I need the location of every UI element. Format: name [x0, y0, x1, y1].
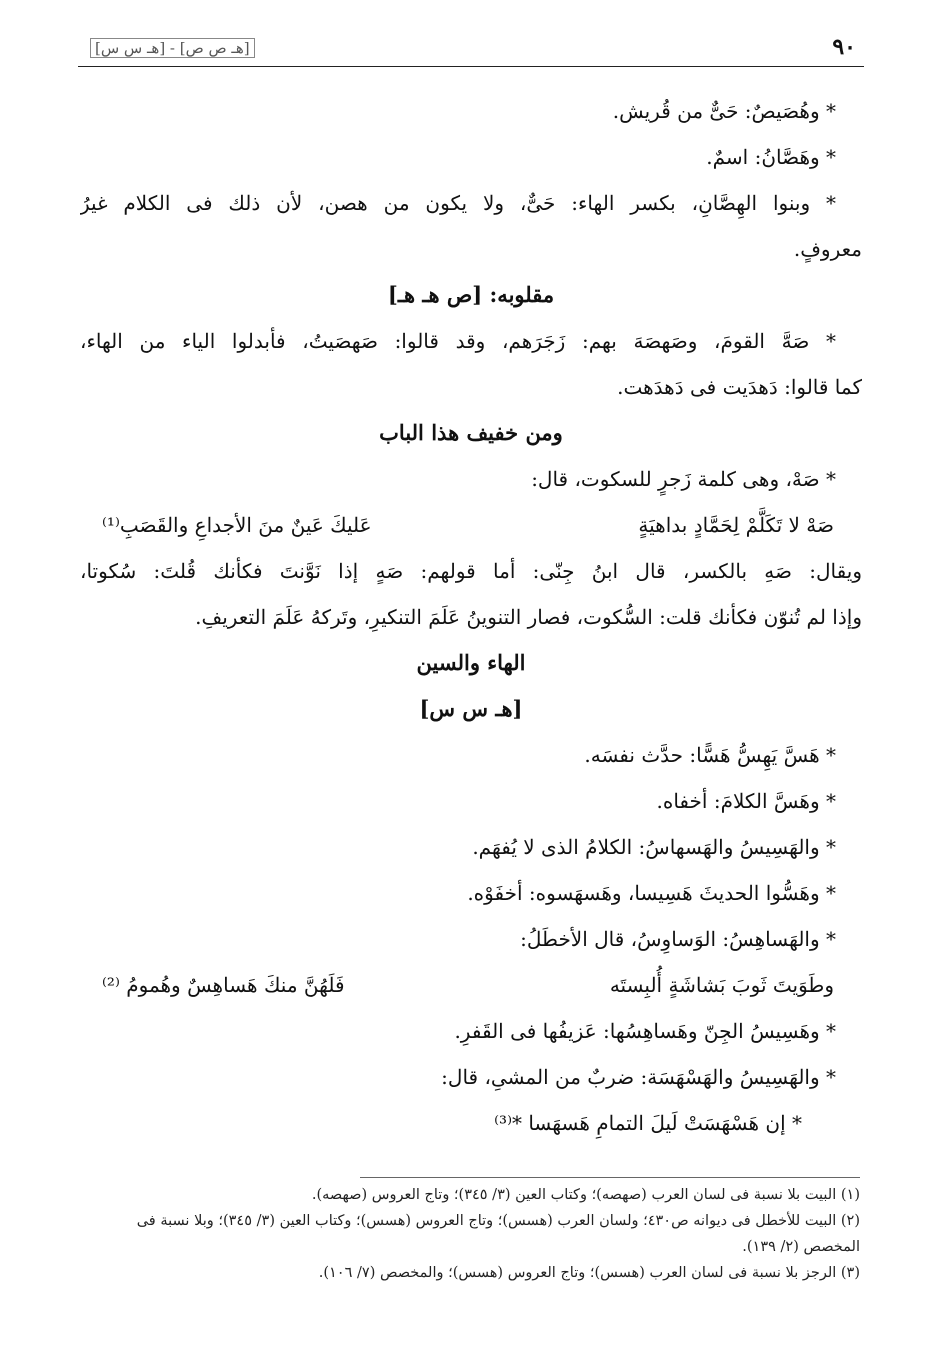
text-line: * والهَسِيسُ والهَسْهَسَة: ضربٌ من المشىِ، قال:: [441, 1065, 836, 1089]
text-line: * والهَسِيسُ والهَسهاسُ: الكلامُ الذى لا يُفهَم.: [472, 835, 836, 859]
footnotes: [80, 1182, 860, 1286]
verse-hemistich-second: عَليكَ عَينٌ منَ الأجداعِ والقَصَبِ⁽¹⁾: [102, 513, 372, 537]
text-line: * هَسَّ يَهِسُّ هَسًّا: حدَّث نفسَه.: [584, 743, 836, 767]
main-text: [80, 88, 862, 1146]
text-line: * وبنوا الهِصَّانِ، بكسر الهاء: حَىٌّ، ولا يكون من هصن، لأن ذلك فى الكلام غيرُ: [80, 191, 836, 215]
text-line: * والهَساهِسُ: الوَساوِسُ، قال الأخطَلُ:: [520, 927, 836, 951]
text-line: * وهَسِيسُ الجِنّ وهَساهِسُها: عَزيفُها فى القَفرِ.: [454, 1019, 836, 1043]
page-number: ٩٠: [832, 34, 856, 60]
footnote-rule: [360, 1177, 860, 1178]
header-rule: [78, 66, 864, 67]
running-head: [هـ ص ص] - [هـ س س]: [90, 38, 255, 58]
text-line: كما قالوا: دَهدَيت فى دَهدَهت.: [617, 375, 862, 399]
section-heading: ومن خفيف هذا الباب: [379, 420, 563, 445]
root-heading: [هـ س س]: [419, 696, 523, 721]
text-line: ويقال: صَهِ بالكسر، قال ابنُ جِنّى: أما قولهم: صَهٍ إذا نَوَّنتَ فكأنك قُلتَ: سُكوتا،: [80, 559, 862, 583]
footnote: (٣) الرجز بلا نسبة فى لسان العرب (هسس)؛ وتاج العروس (هسس)؛ والمخصص (٧/ ١٠٦).: [318, 1265, 860, 1281]
verse-line: [80, 962, 862, 1008]
verse-hemistich-first: صَهْ لا تَكَلَّمْ لِحَمَّادٍ بداهيَةٍ: [638, 513, 834, 537]
footnote: (١) البيت بلا نسبة فى لسان العرب (صهصه)؛ وكتاب العين (٣/ ٣٤٥)؛ وتاج العروس (صهصه).: [311, 1187, 860, 1203]
text-line: * وهَسَّ الكلامَ: أخفاه.: [656, 789, 836, 813]
section-heading: مقلوبه: [ص هـ هـ]: [387, 282, 555, 307]
verse-hemistich-first: وطَوَيتَ ثَوبَ بَشاشَةٍ أُلبِستَه: [609, 973, 834, 997]
footnote: (٢) البيت للأخطل فى ديوانه ص٤٣٠؛ ولسان العرب (هسس)؛ وتاج العروس (هسس)؛ وكتاب العين (٣/ ٣٤٥)؛ وبلا نسبة فى المخصص (٢/ ١٣٩).: [136, 1213, 860, 1255]
verse-line: [80, 502, 862, 548]
chapter-heading: الهاء والسين: [416, 650, 526, 675]
page-header: [78, 32, 864, 66]
text-line: * وهَصَّانُ: اسمٌ.: [706, 145, 836, 169]
text-line: * صَهْ، وهى كلمة زَجرٍ للسكوت، قال:: [531, 467, 836, 491]
text-line: معروفٍ.: [793, 237, 862, 261]
text-line: * وهُصَيصٌ: حَىٌّ من قُريش.: [612, 99, 836, 123]
verse-hemistich-second: فَلَهُنَّ منكَ هَساهِسٌ وهُمومُ ⁽²⁾: [102, 973, 345, 997]
rajaz-line: * إن هَسْهَسَتْ لَيلَ التمامِ هَسهَسا *⁽³⁾: [494, 1111, 802, 1135]
text-line: * وهَسُّوا الحديثَ هَسِيسا، وهَسهَسوه: أخفَوْه.: [467, 881, 836, 905]
text-line: وإذا لم تُنوّن فكأنك قلت: السُّكوت، فصار التنوينُ عَلَمَ التنكيرِ، وتَركهُ عَلَمَ التعريفِ.: [195, 605, 862, 629]
text-line: * صَهَّ القومَ، وصَهصَهَ بهم: زَجَرَهم، وقد قالوا: صَهصَيتُ، فأبدلوا الياء من الهاء،: [80, 329, 836, 353]
